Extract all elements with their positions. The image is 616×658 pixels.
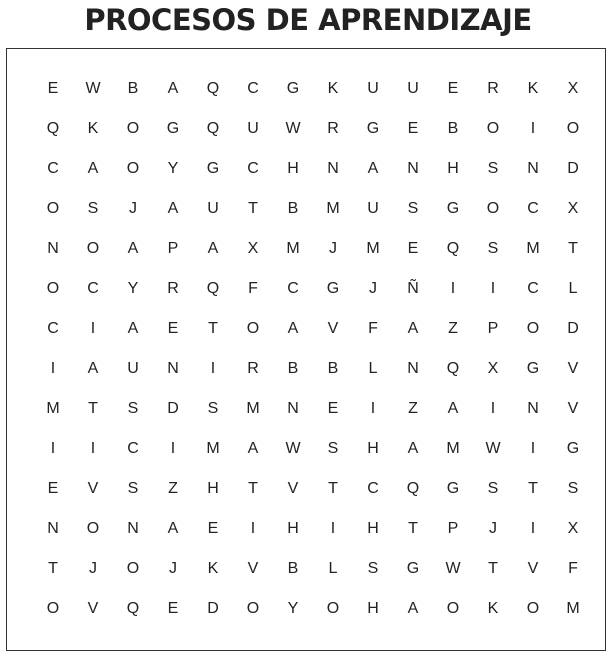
letter-cell[interactable]: N [167, 360, 179, 377]
letter-cell[interactable]: L [328, 560, 338, 577]
letter-cell[interactable]: G [326, 280, 340, 297]
letter-cell[interactable]: P [487, 320, 499, 337]
letter-cell[interactable]: G [166, 120, 180, 137]
letter-cell[interactable]: E [447, 80, 459, 97]
letter-cell[interactable]: J [369, 280, 377, 297]
letter-cell[interactable]: Z [448, 320, 458, 337]
letter-cell[interactable]: K [487, 600, 499, 617]
word-search-board [6, 48, 606, 651]
letter-cell[interactable]: X [487, 360, 499, 377]
letter-cell[interactable]: M [566, 600, 580, 617]
letter-cell[interactable]: X [247, 240, 259, 257]
letter-cell[interactable]: I [490, 400, 496, 417]
letter-cell[interactable]: H [287, 520, 299, 537]
letter-cell[interactable]: O [126, 560, 140, 577]
letter-cell[interactable]: O [486, 120, 500, 137]
letter-cell[interactable]: N [407, 160, 419, 177]
letter-cell[interactable]: T [248, 480, 258, 497]
letter-cell[interactable]: V [567, 400, 579, 417]
letter-cell[interactable]: H [367, 520, 379, 537]
letter-cell[interactable]: U [127, 360, 139, 377]
letter-cell[interactable]: A [247, 440, 259, 457]
letter-cell[interactable]: O [326, 600, 340, 617]
letter-cell[interactable]: I [370, 400, 376, 417]
letter-cell[interactable]: E [167, 600, 179, 617]
letter-cell[interactable]: X [567, 520, 579, 537]
letter-cell[interactable]: C [367, 480, 379, 497]
letter-cell[interactable]: K [327, 80, 339, 97]
letter-cell[interactable]: Y [167, 160, 179, 177]
letter-cell[interactable]: P [447, 520, 459, 537]
letter-cell[interactable]: K [207, 560, 219, 577]
letter-cell[interactable]: S [487, 240, 499, 257]
letter-cell[interactable]: M [446, 440, 460, 457]
letter-cell[interactable]: I [170, 440, 176, 457]
letter-cell[interactable]: M [46, 400, 60, 417]
letter-cell[interactable]: F [368, 320, 378, 337]
letter-cell[interactable]: I [90, 320, 96, 337]
letter-cell[interactable]: Q [46, 120, 60, 137]
letter-cell[interactable]: P [167, 240, 179, 257]
letter-cell[interactable]: S [87, 200, 99, 217]
letter-cell[interactable]: A [127, 240, 139, 257]
letter-cell[interactable]: O [246, 600, 260, 617]
letter-cell[interactable]: Z [168, 480, 178, 497]
letter-cell[interactable]: I [50, 360, 56, 377]
letter-cell[interactable]: Q [206, 120, 220, 137]
letter-cell[interactable]: J [489, 520, 497, 537]
letter-cell[interactable]: C [47, 160, 59, 177]
letter-cell[interactable]: O [46, 200, 60, 217]
letter-cell[interactable]: G [526, 360, 540, 377]
letter-cell[interactable]: I [490, 280, 496, 297]
letter-cell[interactable]: M [286, 240, 300, 257]
letter-cell[interactable]: F [568, 560, 578, 577]
letter-cell[interactable]: U [367, 80, 379, 97]
letter-cell[interactable]: N [47, 240, 59, 257]
letter-cell[interactable]: A [407, 440, 419, 457]
letter-cell[interactable]: T [488, 560, 498, 577]
letter-cell[interactable]: H [367, 600, 379, 617]
letter-cell[interactable]: S [327, 440, 339, 457]
letter-cell[interactable]: J [169, 560, 177, 577]
letter-cell[interactable]: E [207, 520, 219, 537]
letter-cell[interactable]: K [527, 80, 539, 97]
letter-cell[interactable]: M [206, 440, 220, 457]
letter-cell[interactable]: A [407, 320, 419, 337]
letter-cell[interactable]: G [366, 120, 380, 137]
letter-cell[interactable]: A [367, 160, 379, 177]
letter-cell[interactable]: C [527, 280, 539, 297]
letter-cell[interactable]: V [287, 480, 299, 497]
letter-cell[interactable]: N [327, 160, 339, 177]
letter-cell[interactable]: K [87, 120, 99, 137]
letter-cell[interactable]: E [47, 80, 59, 97]
letter-cell[interactable]: A [127, 320, 139, 337]
letter-cell[interactable]: O [86, 240, 100, 257]
letter-cell[interactable]: H [287, 160, 299, 177]
letter-cell[interactable]: Q [126, 600, 140, 617]
letter-cell[interactable]: U [247, 120, 259, 137]
letter-cell[interactable]: T [408, 520, 418, 537]
letter-cell[interactable]: V [567, 360, 579, 377]
letter-cell[interactable]: H [367, 440, 379, 457]
letter-cell[interactable]: Q [206, 80, 220, 97]
puzzle-title: PROCESOS DE APRENDIZAJE [84, 3, 532, 37]
letter-cell[interactable]: E [47, 480, 59, 497]
letter-cell[interactable]: H [447, 160, 459, 177]
letter-cell[interactable]: B [287, 360, 299, 377]
letter-cell[interactable]: N [287, 400, 299, 417]
letter-cell[interactable]: Q [206, 280, 220, 297]
letter-cell[interactable]: S [407, 200, 419, 217]
letter-cell[interactable]: D [567, 320, 579, 337]
letter-cell[interactable]: S [127, 480, 139, 497]
letter-cell[interactable]: N [47, 520, 59, 537]
letter-cell[interactable]: C [127, 440, 139, 457]
letter-cell[interactable]: V [87, 480, 99, 497]
letter-cell[interactable]: I [90, 440, 96, 457]
letter-cell[interactable]: E [407, 240, 419, 257]
letter-cell[interactable]: A [167, 80, 179, 97]
letter-cell[interactable]: R [327, 120, 339, 137]
letter-cell[interactable]: L [568, 280, 578, 297]
letter-cell[interactable]: O [126, 120, 140, 137]
letter-cell[interactable]: B [287, 560, 299, 577]
letter-cell[interactable]: I [50, 440, 56, 457]
letter-cell[interactable]: I [210, 360, 216, 377]
letter-cell[interactable]: D [567, 160, 579, 177]
letter-cell[interactable]: W [85, 80, 101, 97]
letter-cell[interactable]: N [527, 400, 539, 417]
letter-cell[interactable]: A [447, 400, 459, 417]
letter-cell[interactable]: V [247, 560, 259, 577]
letter-cell[interactable]: T [48, 560, 58, 577]
letter-cell[interactable]: A [87, 360, 99, 377]
letter-cell[interactable]: C [287, 280, 299, 297]
letter-cell[interactable]: O [126, 160, 140, 177]
letter-cell[interactable]: C [247, 160, 259, 177]
letter-cell[interactable]: S [367, 560, 379, 577]
letter-cell[interactable]: X [567, 200, 579, 217]
letter-cell[interactable]: R [247, 360, 259, 377]
letter-cell[interactable]: E [167, 320, 179, 337]
letter-cell[interactable]: T [88, 400, 98, 417]
letter-cell[interactable]: G [406, 560, 420, 577]
letter-cell[interactable]: S [487, 480, 499, 497]
letter-cell[interactable]: L [368, 360, 378, 377]
letter-cell[interactable]: T [568, 240, 578, 257]
letter-cell[interactable]: D [167, 400, 179, 417]
letter-cell[interactable]: C [47, 320, 59, 337]
letter-cell[interactable]: G [566, 440, 580, 457]
letter-cell[interactable]: Q [446, 360, 460, 377]
letter-cell[interactable]: G [206, 160, 220, 177]
letter-cell[interactable]: I [330, 520, 336, 537]
letter-cell[interactable]: T [208, 320, 218, 337]
letter-cell[interactable]: A [407, 600, 419, 617]
letter-cell[interactable]: U [367, 200, 379, 217]
letter-cell[interactable]: M [246, 400, 260, 417]
letter-cell[interactable]: O [446, 600, 460, 617]
letter-cell[interactable]: W [445, 560, 461, 577]
letter-cell[interactable]: W [285, 440, 301, 457]
letter-cell[interactable]: G [446, 480, 460, 497]
letter-grid [33, 69, 593, 629]
letter-cell[interactable]: T [528, 480, 538, 497]
letter-cell[interactable]: Y [287, 600, 299, 617]
letter-cell[interactable]: O [526, 320, 540, 337]
letter-cell[interactable]: I [530, 120, 536, 137]
letter-cell[interactable]: W [285, 120, 301, 137]
letter-cell[interactable]: N [527, 160, 539, 177]
letter-cell[interactable]: W [485, 440, 501, 457]
letter-cell[interactable]: E [407, 120, 419, 137]
letter-cell[interactable]: Y [127, 280, 139, 297]
letter-cell[interactable]: J [129, 200, 137, 217]
letter-cell[interactable]: A [207, 240, 219, 257]
letter-cell[interactable]: U [207, 200, 219, 217]
letter-cell[interactable]: A [287, 320, 299, 337]
letter-cell[interactable]: O [86, 520, 100, 537]
letter-cell[interactable]: X [567, 80, 579, 97]
letter-cell[interactable]: I [250, 520, 256, 537]
letter-cell[interactable]: J [89, 560, 97, 577]
letter-cell[interactable]: V [87, 600, 99, 617]
letter-cell[interactable]: G [446, 200, 460, 217]
letter-cell[interactable]: N [407, 360, 419, 377]
letter-cell[interactable]: M [366, 240, 380, 257]
letter-cell[interactable]: F [248, 280, 258, 297]
letter-cell[interactable]: S [207, 400, 219, 417]
letter-cell[interactable]: S [487, 160, 499, 177]
letter-cell[interactable]: Ñ [407, 280, 419, 297]
letter-cell[interactable]: V [527, 560, 539, 577]
letter-cell[interactable]: R [167, 280, 179, 297]
letter-cell[interactable]: E [327, 400, 339, 417]
letter-cell[interactable]: B [287, 200, 299, 217]
letter-cell[interactable]: I [450, 280, 456, 297]
letter-cell[interactable]: M [326, 200, 340, 217]
letter-cell[interactable]: N [127, 520, 139, 537]
letter-cell[interactable]: C [247, 80, 259, 97]
letter-cell[interactable]: B [447, 120, 459, 137]
letter-cell[interactable]: B [327, 360, 339, 377]
letter-cell[interactable]: H [207, 480, 219, 497]
letter-cell[interactable]: O [566, 120, 580, 137]
letter-cell[interactable]: T [248, 200, 258, 217]
letter-cell[interactable]: V [327, 320, 339, 337]
letter-cell[interactable]: R [487, 80, 499, 97]
letter-cell[interactable]: U [407, 80, 419, 97]
letter-cell[interactable]: T [328, 480, 338, 497]
letter-cell[interactable]: O [486, 200, 500, 217]
letter-cell[interactable]: A [167, 200, 179, 217]
letter-cell[interactable]: O [246, 320, 260, 337]
letter-cell[interactable]: A [167, 520, 179, 537]
letter-cell[interactable]: O [526, 600, 540, 617]
letter-cell[interactable]: O [46, 600, 60, 617]
letter-cell[interactable]: G [286, 80, 300, 97]
letter-cell[interactable]: A [87, 160, 99, 177]
letter-cell[interactable]: B [127, 80, 139, 97]
letter-cell[interactable]: D [207, 600, 219, 617]
letter-cell[interactable]: I [530, 520, 536, 537]
letter-cell[interactable]: O [46, 280, 60, 297]
letter-cell[interactable]: C [527, 200, 539, 217]
letter-cell[interactable]: J [329, 240, 337, 257]
letter-cell[interactable]: I [530, 440, 536, 457]
letter-cell[interactable]: S [567, 480, 579, 497]
letter-cell[interactable]: M [526, 240, 540, 257]
letter-cell[interactable]: S [127, 400, 139, 417]
letter-cell[interactable]: C [87, 280, 99, 297]
letter-cell[interactable]: Q [446, 240, 460, 257]
letter-cell[interactable]: Z [408, 400, 418, 417]
letter-cell[interactable]: Q [406, 480, 420, 497]
